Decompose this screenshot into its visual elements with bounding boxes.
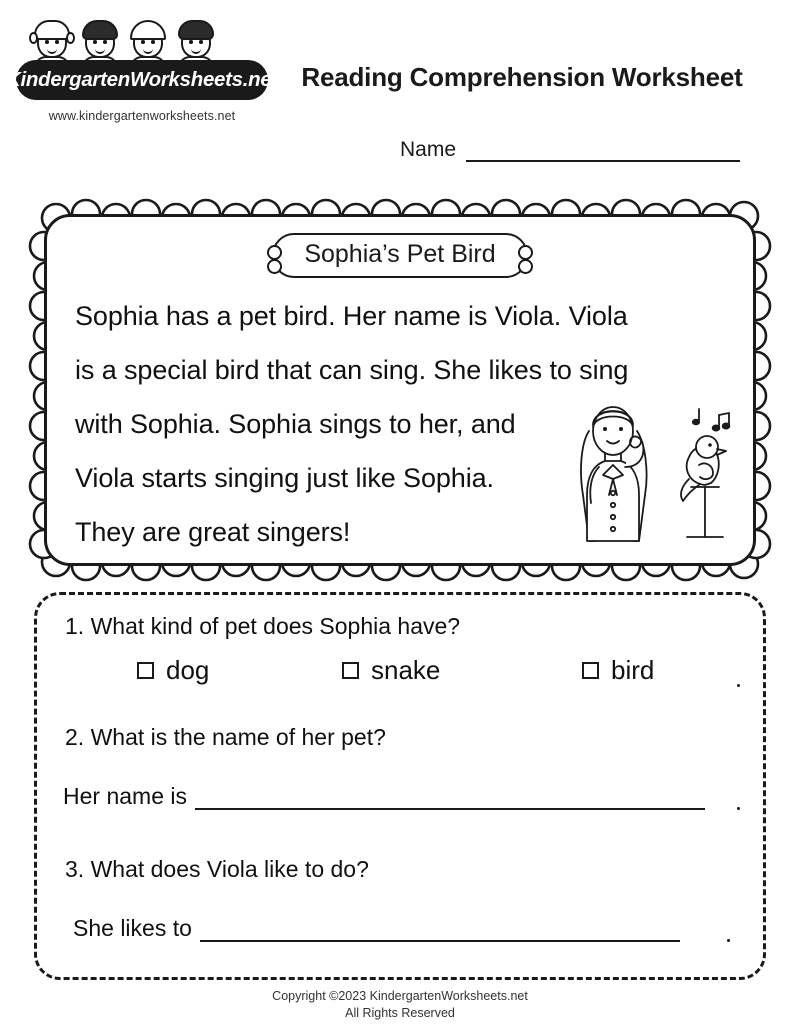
question-1-choices — [137, 655, 737, 686]
story-title-wrap — [47, 233, 753, 278]
answer-line[interactable] — [195, 784, 705, 810]
kid-face-icon — [30, 18, 74, 64]
choice-dog[interactable] — [137, 655, 342, 686]
kid-face-icon — [78, 18, 122, 64]
name-field-row — [400, 138, 740, 162]
story-title — [272, 233, 527, 278]
name-input-line[interactable] — [466, 138, 740, 162]
site-logo — [5, 18, 279, 123]
questions-panel — [34, 592, 766, 980]
rights-text: All Rights Reserved — [345, 1006, 455, 1020]
kids-illustration — [30, 18, 268, 60]
question-2-answer-row — [63, 783, 753, 810]
logo-bar — [5, 60, 279, 100]
decorative-dot — [727, 939, 730, 942]
girl-and-bird-illustration — [559, 391, 739, 551]
choice-snake[interactable] — [342, 655, 582, 686]
story-line: with Sophia. Sophia sings to her, and — [75, 409, 516, 439]
site-url: www.kindergartenworksheets.net — [48, 109, 236, 123]
kid-face-icon — [174, 18, 218, 64]
checkbox-icon[interactable] — [582, 662, 599, 679]
answer-line[interactable] — [200, 916, 680, 942]
choice-label: dog — [166, 655, 210, 685]
page-title: Reading Comprehension Worksheet — [301, 62, 743, 92]
story-line: Sophia has a pet bird. Her name is Viola. Viola — [75, 301, 628, 331]
question-2-text: 2. What is the name of her pet? — [65, 724, 386, 750]
story-title-text: Sophia’s Pet Bird — [304, 240, 496, 268]
logo-text: KindergartenWorksheets.net — [5, 68, 279, 91]
checkbox-icon[interactable] — [342, 662, 359, 679]
story-line: is a special bird that can sing. She likes to sing — [75, 355, 629, 385]
choice-bird[interactable] — [582, 655, 654, 686]
checkbox-icon[interactable] — [137, 662, 154, 679]
page-footer — [0, 988, 800, 1022]
copyright-text: Copyright ©2023 KindergartenWorksheets.net — [272, 989, 528, 1003]
choice-label: snake — [371, 655, 441, 685]
question-3-text: 3. What does Viola like to do? — [65, 856, 369, 882]
story-panel — [26, 196, 774, 584]
decorative-dot — [737, 684, 740, 687]
story-line: They are great singers! — [75, 517, 351, 547]
kid-face-icon — [126, 18, 170, 64]
choice-label: bird — [611, 655, 655, 685]
question-1-text: 1. What kind of pet does Sophia have? — [65, 613, 461, 639]
answer-prefix: Her name is — [63, 783, 187, 809]
name-label: Name — [400, 138, 457, 161]
decorative-dot — [737, 807, 740, 810]
question-3-answer-row — [73, 915, 763, 942]
answer-prefix: She likes to — [73, 915, 192, 941]
story-inner-frame — [44, 214, 756, 566]
story-line: Viola starts singing just like Sophia. — [75, 463, 494, 493]
page-header — [0, 18, 800, 138]
